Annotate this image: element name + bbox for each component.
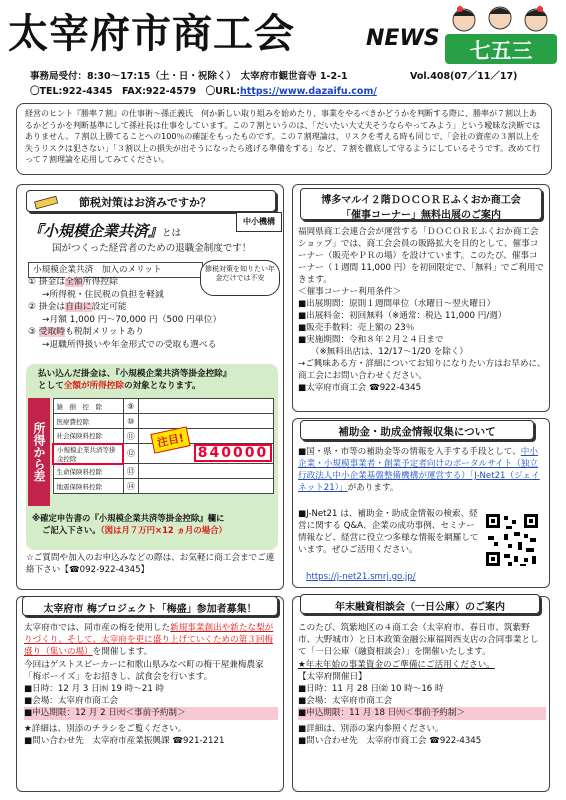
question-bubble: 節税対策を知りたい年金だけでは不安 <box>200 260 280 296</box>
pencil-icon <box>33 193 61 211</box>
shichigosan-mascot <box>442 4 560 66</box>
docore-intro: 福岡県商工会連合会が運営する「ＤＯＣＯＲＥふくおか商工会ショップ」では、商工会会員の販路拡大を目的として、催事コーナー（販売やＰＲの場）を設けています。このたび、催事コーナー（１週間 11,000 円）を初回限定で、「無料」でご利用できます。 <box>298 227 544 285</box>
nenmatsu-schedule: 【太宰府開催日】 <box>298 671 367 682</box>
nenmatsu-heading: 年末融資相談会（一日公庫）のご案内 <box>335 602 505 613</box>
docore-body <box>298 226 546 394</box>
smrj-sign: 中小機構 <box>236 212 282 232</box>
merit-item-1: ① 掛金は全額所得控除 <box>28 277 118 287</box>
docore-footer-2: ■太宰府市商工会 ☎922-4345 <box>298 383 422 393</box>
jnet21-link[interactable]: https://j-net21.smrj.go.jp/ <box>306 572 416 582</box>
note-line-2: ご記入下さい。（図は月７万円×12 ヵ月の場合） <box>42 525 227 535</box>
docore-heading-2: 「催事コーナー」無料出展のご案内 <box>341 210 501 221</box>
business-hint-box: 経営のヒント『勝率７割』の仕事術～孫正義氏 何か新しい取り組みを始めたり、事業をやるべきかどうかを判断する際に、勝率が７割以上あるかどうかを判断基準にして孫社長は仕事をしています。この７割というのは、「だいたい大丈夫そうならやってみよう」という曖昧な決断ではありません。７割以上勝てることへの100％の確証をもったものです。この７割理論は、リスクを考える時も同じで、「会社の資産の３割以上を失うリスクは犯さない」「３割以上の損失が出そうになったら逃げる準備をする」など、７割を徹底して守るようにしているそうです。改めて行って７割理論を応用してみてください。 <box>16 103 552 175</box>
ume-p1: 太宰府市では、同市産の梅を使用した新規事業創出や新たな梨がりづくり、そして、太宰府を更に盛り上げていくための第３回梅盛り（集いの場）を開催します。 <box>24 623 274 658</box>
deduction-num: ⑭ <box>123 479 139 494</box>
docore-item: ■出展料金：初回無料（※通常：税込 11,000 円/週） <box>298 311 507 321</box>
contact-text: 〇TEL:922-4345 FAX:922-4579 〇URL: <box>30 86 241 97</box>
docore-conditions-heading: ＜催事コーナー利用条件＞ <box>298 287 402 297</box>
deduction-note <box>32 512 276 536</box>
ume-date: ■日時：12 月 3 日㈬ 19 時～21 時 <box>24 684 165 695</box>
ume-venue: ■会場：太宰府市商工会 <box>24 696 119 707</box>
deduction-row <box>53 414 274 429</box>
deduction-num: ⑬ <box>123 464 139 479</box>
deduction-num: ⑨ <box>123 399 139 414</box>
ume-heading: 太宰府市 梅プロジェクト「梅盛」参加者募集！ <box>43 604 257 615</box>
nenmatsu-p2: ★年末年始の事業資金のご準備にご活用ください。 <box>298 659 495 670</box>
nenmatsu-venue: ■会場：太宰府市商工会 <box>298 696 393 707</box>
kyosai-inquiry: ☆ご質問や加入のお申込みなどの際は、お気軽に商工会までご連絡下さい【☎092-922-4345】 <box>26 553 275 576</box>
office-hours: 事務局受付：8:30～17:15（土・日・祝除く） 太宰府市観世音寺 1-2-1 <box>30 71 348 82</box>
deduction-row <box>53 479 274 494</box>
website-link[interactable]: https://www.dazaifu.com/ <box>240 86 377 97</box>
nenmatsu-date: ■日時：11 月 28 日㈮ 10 時～16 時 <box>298 684 444 695</box>
notice-star: 注目! <box>150 426 190 453</box>
deduction-num: ⑪ <box>123 429 139 444</box>
deduction-value-cell <box>139 414 274 429</box>
ume-deadline: ■申込期限：12 月 2 日㈫＜事前予約制＞ <box>24 707 278 719</box>
ume-detail: ★詳細は、別添のチラシをご覧ください。 <box>24 723 187 734</box>
setsuzei-heading-box <box>26 190 276 212</box>
nenmatsu-heading-box <box>300 594 540 614</box>
docore-item: ■実施期間：令和８年２月２４日まで <box>298 335 444 345</box>
ume-contact: ■問い合わせ先 太宰府市産業振興課 ☎921-2121 <box>24 735 225 746</box>
merit-item-3-sub: →退職所得扱いや年金形式での受取も選べる <box>42 339 217 350</box>
deduction-line-2: として全額が所得控除の対象となります。 <box>38 381 201 391</box>
deduction-num: ⑫ <box>123 444 139 464</box>
deduction-line-1: 払い込んだ掛金は、『小規模企業共済等掛金控除』 <box>38 369 232 379</box>
deduction-text <box>38 368 274 392</box>
docore-heading-box <box>300 188 542 220</box>
hojokin-p1: ■国・県・市等の補助金等の情報を入手する手段として、中小企業・小規模事業者・創業予定者向けのポータルサイト（独立行政法人中小企業基盤整備機構が運営する）「J-Net21（ジェイネット21）」があります。 <box>298 447 540 493</box>
merit-item-2: ② 掛金は自由に設定可能 <box>28 302 127 312</box>
docore-footer-1: →ご興味ある方・詳細についてお知りになりたい方はお早めに、商工会にお問い合わせください。 <box>298 359 546 381</box>
deduction-value-cell <box>139 464 274 479</box>
deduction-label: 社会保険料控除 <box>53 429 123 444</box>
side-label: 所得から差 <box>28 398 50 506</box>
note-line-1: ※確定申告書の『小規模企業共済等掛金控除』欄に <box>32 513 225 523</box>
deduction-num: ⑩ <box>123 414 139 429</box>
deduction-row <box>53 464 274 479</box>
nenmatsu-p1: このたび、筑紫地区の４商工会（太宰府市、春日市、筑紫野市、大野城市）と日本政策金融公庫福岡西支店の合同事業として「一日公庫（融資相談会）」を開催いたします。 <box>298 623 539 658</box>
hojokin-p2: ■J-Net21 は、補助金・助成金情報の検索、経営に関する Q&A、企業の成功事例、セミナー情報など、経営に役立つ多様な情報を網羅しています。ぜひご活用ください。 <box>298 509 479 555</box>
hojokin-heading: 補助金・助成金情報収集について <box>338 426 496 438</box>
docore-heading-1: 博多マルイ２階ＤＯＣＯＲＥふくおか商工会 <box>321 195 521 206</box>
nenmatsu-contact: ■問い合わせ先 太宰府市商工会 ☎922-4345 <box>298 735 482 746</box>
setsuzei-heading: 節税対策はお済みですか？ <box>79 196 211 209</box>
deduction-value-cell <box>139 399 274 414</box>
mascot-text: 七五三 <box>469 39 533 63</box>
kyosai-subtitle: 国がつくった経営者のための退職金制度です！ <box>52 243 252 254</box>
merit-item-1-sub: →所得税・住民税の負担を軽減 <box>42 289 164 300</box>
newsletter-title: 太宰府市商工会 <box>8 11 295 57</box>
kyosai-title-suffix: とは <box>162 228 182 239</box>
docore-item: ■販売手数料：売上額の 23％ <box>298 323 415 333</box>
nenmatsu-detail: ■詳細は、別添の案内参照ください。 <box>298 723 444 734</box>
news-label: NEWS <box>366 26 440 51</box>
deduction-row <box>53 399 274 414</box>
docore-item: ■出展期間：原則１週間単位（水曜日～翌火曜日） <box>298 299 496 309</box>
docore-item: （※無料出店は、12/17～1/20 を除く） <box>298 347 469 357</box>
qr-code-icon[interactable] <box>484 512 540 568</box>
deduction-label: 医療費控除 <box>53 414 123 429</box>
merit-item-3: ③ 受取時も税制メリットあり <box>28 327 144 337</box>
ume-heading-box <box>22 596 278 616</box>
ume-p2: 今回はゲストスピーカーに和歌山県みなべ町の梅干屋兼梅農家「梅ボーイズ」をお招きし、試食会を行います。 <box>24 659 264 682</box>
deduction-label: 生命保険料控除 <box>53 464 123 479</box>
hojokin-heading-box <box>300 420 534 440</box>
deduction-label: 地震保険料控除 <box>53 479 123 494</box>
deduction-amount: 840000 <box>194 444 272 462</box>
merit-item-2-sub: →月額 1,000 円～70,000 円（500 円単位） <box>42 314 222 325</box>
kyosai-title: 『小規模企業共済』 <box>28 222 164 240</box>
deduction-label: 小規模企業共済等掛金控除 <box>53 444 123 464</box>
deduction-value-cell <box>139 479 274 494</box>
contact-line <box>30 83 377 97</box>
nenmatsu-body <box>298 622 546 747</box>
deduction-label: 雑 損 控 除 <box>53 399 123 414</box>
volume-number: Vol.408(07／11／17) <box>410 71 518 82</box>
merit-heading: 小規模企業共済 加入のメリット <box>28 262 203 278</box>
ume-body <box>24 622 278 747</box>
nenmatsu-deadline: ■申込期限：11 月 18 日㈫＜事前予約制＞ <box>298 707 546 719</box>
